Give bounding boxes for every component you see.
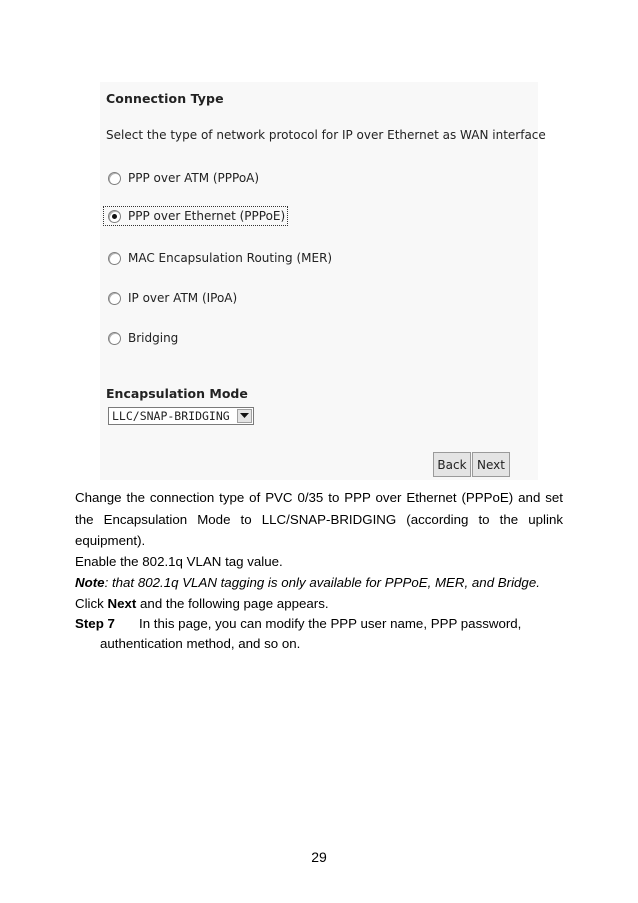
paragraph-1-line-2: the Encapsulation Mode to LLC/SNAP-BRIDGING (according to the uplink [75,512,563,527]
step-7-line-1 [75,614,521,633]
connection-type-panel [100,82,546,480]
step-text-line-1: In this page, you can modify the PPP user name, PPP password, [139,616,522,631]
radio-mer[interactable] [108,252,121,265]
click-suffix: and the following page appears. [136,596,329,611]
click-next-line [75,594,329,613]
note-label: Note [75,575,105,590]
note-text: : that 802.1q VLAN tagging is only available for PPPoE, MER, and Bridge. [104,575,540,590]
radio-bridging[interactable] [108,332,121,345]
option-ipoa[interactable] [108,289,237,307]
option-pppoa-label: PPP over ATM (PPPoA) [128,171,260,185]
next-button[interactable]: Next [472,452,510,477]
step-7-line-2: authentication method, and so on. [100,636,301,651]
encapsulation-mode-select[interactable] [108,407,254,425]
option-bridging[interactable] [108,329,178,347]
step-label: Step 7 [75,616,115,631]
option-mer[interactable] [108,249,332,267]
page-number: 29 [311,849,327,865]
connection-type-description: Select the type of network protocol for IP over Ethernet as WAN interface [106,128,546,142]
encapsulation-mode-label: Encapsulation Mode [106,386,248,401]
option-mer-label: MAC Encapsulation Routing (MER) [128,251,333,265]
connection-type-title: Connection Type [106,91,224,106]
click-prefix: Click [75,596,108,611]
option-pppoa[interactable] [108,169,259,187]
option-pppoe-label: PPP over Ethernet (PPPoE) [128,209,286,223]
option-pppoe[interactable] [104,207,287,225]
paragraph-2: Enable the 802.1q VLAN tag value. [75,554,283,569]
option-ipoa-label: IP over ATM (IPoA) [128,291,238,305]
note-line [75,573,540,592]
paragraph-1-line-1: Change the connection type of PVC 0/35 to PPP over Ethernet (PPPoE) and set [75,490,563,505]
click-next-bold: Next [107,596,137,611]
radio-pppoa[interactable] [108,172,121,185]
paragraph-1-line-3: equipment). [75,533,146,548]
chevron-down-icon[interactable] [237,409,252,423]
back-button[interactable]: Back [433,452,471,477]
option-bridging-label: Bridging [128,331,179,345]
radio-ipoa[interactable] [108,292,121,305]
radio-pppoe[interactable] [108,210,121,223]
encapsulation-mode-value: LLC/SNAP-BRIDGING [112,409,230,423]
